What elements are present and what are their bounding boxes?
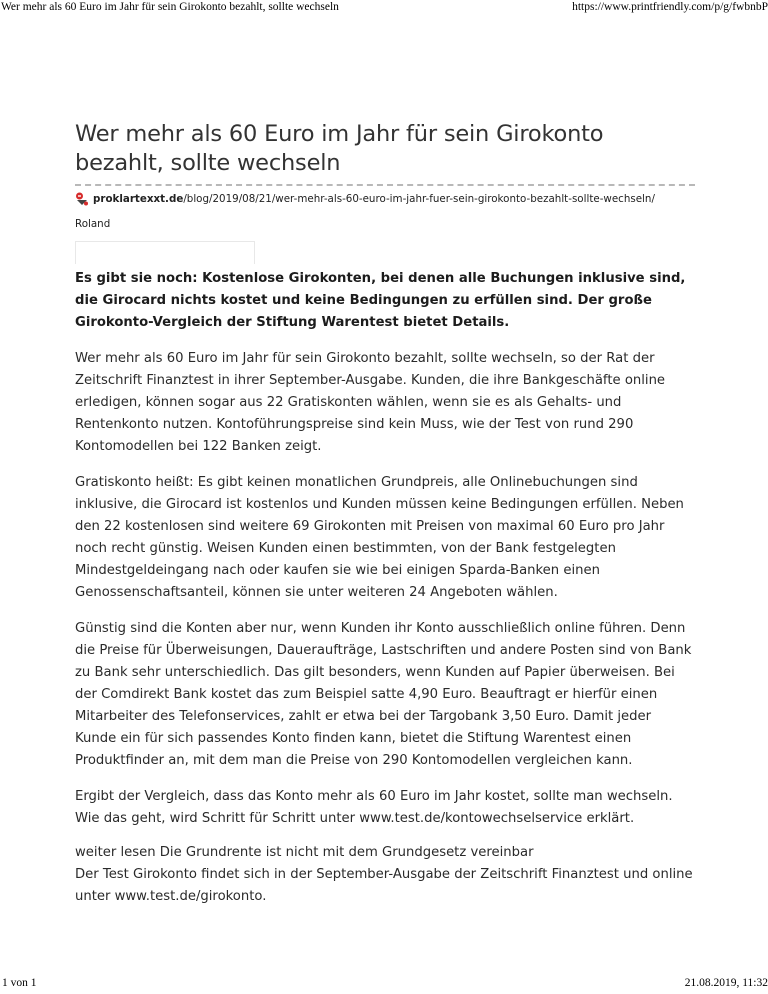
- article-title: Wer mehr als 60 Euro im Jahr für sein Girokonto bezahlt, sollte wechseln: [75, 121, 604, 176]
- article: [75, 120, 695, 908]
- article-image-placeholder: [75, 241, 255, 264]
- lead-paragraph: Es gibt sie noch: Kostenlose Girokonten, bei denen alle Buchungen inklusive sind, die Girocard nichts kostet und keine Bedingungen zu erfüllen sind. Der große Girokonto-Vergleich der Stiftung Warentest bietet Details.: [75, 271, 686, 330]
- print-header-url: https://www.printfriendly.com/p/g/fwbnbP: [572, 1, 768, 13]
- body-paragraph-1: Wer mehr als 60 Euro im Jahr für sein Girokonto bezahlt, sollte wechseln, so der Rat der Zeitschrift Finanztest in ihrer September-Ausgabe. Kunden, die ihre Bankgeschäfte online erledigen, können sogar aus 22 Gratiskonten wählen, wenn sie es als Gehalts- und Rentenkonto nutzen. Kontoführungspreise sind kein Muss, wie der Test von rund 290 Kontomodellen bei 122 Banken zeigt.: [75, 351, 666, 454]
- source-domain-link[interactable]: proklartexxt.de: [93, 193, 184, 205]
- author-name: Roland: [75, 218, 111, 230]
- body-paragraph-2: Gratiskonto heißt: Es gibt keinen monatlichen Grundpreis, alle Onlinebuchungen sind inklusive, die Girocard ist kostenlos und Kunden müssen keine Bedingungen erfüllen. Neben den 22 kostenlosen sind weitere 69 Girokonten mit Preisen von maximal 60 Euro pro Jahr noch recht günstig. Weisen Kunden einen bestimmten, von der Bank festgelegten Mindestgeldeingang nach oder kaufen sie wie bei einigen Sparda-Banken einen Genossenschaftsanteil, können sie unter weiteren 24 Angeboten wählen.: [75, 475, 684, 600]
- site-favicon-icon: [75, 192, 89, 206]
- closing-block: [75, 842, 695, 908]
- read-more-link[interactable]: weiter lesen Die Grundrente ist nicht mit dem Grundgesetz vereinbar: [75, 845, 534, 860]
- print-datetime: 21.08.2019, 11:32: [684, 977, 768, 989]
- print-footer: [0, 977, 768, 993]
- body-paragraph-4: Ergibt der Vergleich, dass das Konto mehr als 60 Euro im Jahr kostet, sollte man wechseln. Wie das geht, wird Schritt für Schritt unter www.test.de/kontowechselservice erklärt.: [75, 789, 673, 826]
- closing-text: Der Test Girokonto findet sich in der September-Ausgabe der Zeitschrift Finanztest und online unter www.test.de/girokonto.: [75, 867, 693, 904]
- source-line: [75, 191, 695, 207]
- page-number: 1 von 1: [2, 977, 37, 989]
- title-divider: [75, 184, 695, 186]
- print-header: [0, 0, 768, 18]
- source-path-link[interactable]: /blog/2019/08/21/wer-mehr-als-60-euro-im-jahr-fuer-sein-girokonto-bezahlt-sollte-wechseln/: [183, 193, 655, 205]
- body-paragraph-3: Günstig sind die Konten aber nur, wenn Kunden ihr Konto ausschließlich online führen. Denn die Preise für Überweisungen, Daueraufträge, Lastschriften und andere Posten sind von Bank zu Bank sehr unterschiedlich. Das gilt besonders, wenn Kunden auf Papier überweisen. Bei der Comdirekt Bank kostet das zum Beispiel satte 4,90 Euro. Beauftragt er hierfür einen Mitarbeiter des Telefonservices, zahlt er etwa bei der Targobank 3,50 Euro. Damit jeder Kunde ein für sich passendes Konto finden kann, bietet die Stiftung Warentest einen Produktfinder an, mit dem man die Preise von 290 Kontomodellen vergleichen kann.: [75, 621, 692, 768]
- print-header-title: Wer mehr als 60 Euro im Jahr für sein Girokonto bezahlt, sollte wechseln: [1, 1, 339, 13]
